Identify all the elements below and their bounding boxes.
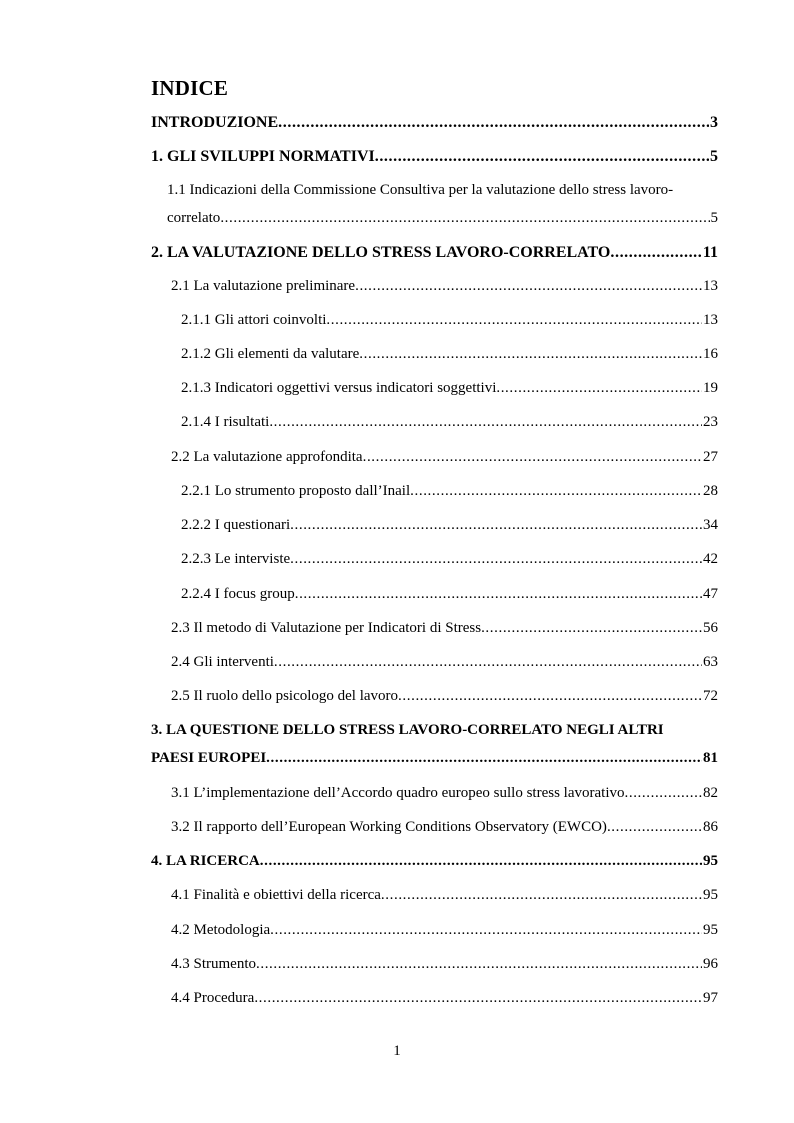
dot-leader — [375, 148, 709, 166]
toc-entry-title: 4.1 Finalità e obiettivi della ricerca — [171, 887, 381, 903]
toc-entry-title: PAESI EUROPEI — [151, 750, 267, 766]
toc-entry-section-3-2[interactable] — [171, 819, 718, 836]
dot-leader — [359, 346, 702, 363]
dot-leader — [290, 551, 702, 568]
dot-leader — [481, 620, 702, 637]
toc-entry-title-line1[interactable]: 1.1 Indicazioni della Commissione Consultiva per la valutazione dello stress lavoro- — [167, 182, 674, 198]
dot-leader — [278, 114, 709, 132]
dot-leader — [290, 517, 702, 534]
toc-entry-page: 95 — [703, 853, 718, 869]
toc-entry-title: 2.2.4 I focus group — [181, 586, 295, 602]
toc-entry-page: 5 — [710, 210, 718, 226]
toc-entry-page: 5 — [710, 148, 718, 165]
toc-entry-section-2-1-4[interactable] — [181, 414, 718, 431]
page-number: 1 — [393, 1043, 401, 1059]
toc-entry-page: 86 — [703, 819, 718, 835]
toc-entry-page: 28 — [703, 483, 718, 499]
toc-entry-title: 2. LA VALUTAZIONE DELLO STRESS LAVORO-CORRELATO — [151, 244, 611, 261]
toc-entry-section-2-3[interactable] — [171, 620, 718, 637]
toc-entry-page: 13 — [703, 312, 718, 328]
toc-entry-title: 1. GLI SVILUPPI NORMATIVI — [151, 148, 375, 165]
toc-entry-page: 81 — [703, 750, 718, 766]
toc-entry-title: 4. LA RICERCA — [151, 853, 260, 869]
toc-entry-title: 2.1.2 Gli elementi da valutare — [181, 346, 360, 362]
toc-entry-introduzione[interactable] — [151, 114, 718, 132]
dot-leader — [220, 210, 709, 227]
dot-leader — [326, 312, 702, 329]
toc-entry-title: 2.2.2 I questionari — [181, 517, 291, 533]
dot-leader — [274, 654, 702, 671]
toc-entry-title: 2.1.1 Gli attori coinvolti — [181, 312, 327, 328]
toc-entry-page: 96 — [703, 956, 718, 972]
dot-leader — [254, 990, 702, 1007]
toc-entry-title: 2.1.3 Indicatori oggettivi versus indicatori soggettivi — [181, 380, 497, 396]
toc-entry-chapter-3[interactable] — [151, 750, 718, 767]
toc-entry-title: 2.1 La valutazione preliminare — [171, 278, 356, 294]
toc-entry-section-2-5[interactable] — [171, 688, 718, 705]
toc-entry-title: 2.2.1 Lo strumento proposto dall’Inail — [181, 483, 411, 499]
dot-leader — [398, 688, 702, 705]
toc-entry-page: 82 — [703, 785, 718, 801]
toc-entry-page: 16 — [703, 346, 718, 362]
dot-leader — [355, 278, 702, 295]
dot-leader — [266, 750, 702, 767]
toc-entry-section-2-2-2[interactable] — [181, 517, 718, 534]
toc-entry-page: 27 — [703, 449, 718, 465]
toc-entry-title: correlato — [167, 210, 221, 226]
toc-entry-page: 3 — [710, 114, 718, 131]
toc-entry-page: 95 — [703, 887, 718, 903]
toc-entry-title: 4.4 Procedura — [171, 990, 255, 1006]
toc-entry-title: 4.3 Strumento — [171, 956, 256, 972]
toc-entry-section-4-3[interactable] — [171, 956, 718, 973]
toc-entry-section-1-1[interactable] — [167, 210, 718, 227]
toc-entry-section-2-2-4[interactable] — [181, 586, 718, 603]
dot-leader — [625, 785, 703, 802]
toc-entry-title: 3.2 Il rapporto dell’European Working Conditions Observatory (EWCO) — [171, 819, 607, 835]
toc-entry-page: 72 — [703, 688, 718, 704]
toc-entry-section-4-2[interactable] — [171, 922, 718, 939]
dot-leader — [496, 380, 702, 397]
dot-leader — [363, 449, 702, 466]
toc-entry-page: 11 — [702, 244, 718, 261]
dot-leader — [295, 586, 702, 603]
dot-leader — [381, 887, 702, 904]
toc-entry-page: 97 — [703, 990, 718, 1006]
toc-entry-section-2-1[interactable] — [171, 278, 718, 295]
dot-leader — [270, 922, 702, 939]
toc-entry-title: 2.4 Gli interventi — [171, 654, 274, 670]
toc-entry-title-line1[interactable]: 3. LA QUESTIONE DELLO STRESS LAVORO-CORRELATO NEGLI ALTRI — [151, 722, 664, 738]
toc-entry-title: 2.5 Il ruolo dello psicologo del lavoro — [171, 688, 399, 704]
toc-entry-page: 19 — [703, 380, 718, 396]
toc-entry-page: 95 — [703, 922, 718, 938]
dot-leader — [610, 244, 702, 262]
toc-entry-page: 42 — [703, 551, 718, 567]
toc-entry-page: 63 — [703, 654, 718, 670]
toc-entry-page: 13 — [703, 278, 718, 294]
dot-leader — [269, 414, 702, 431]
toc-entry-section-2-4[interactable] — [171, 654, 718, 671]
toc-entry-section-2-2[interactable] — [171, 449, 718, 466]
toc-entry-title: 2.3 Il metodo di Valutazione per Indicatori di Stress — [171, 620, 482, 636]
toc-entry-page: 56 — [703, 620, 718, 636]
toc-entry-section-4-1[interactable] — [171, 887, 718, 904]
toc-entry-chapter-1[interactable] — [151, 148, 718, 166]
toc-entry-chapter-4[interactable] — [151, 853, 718, 870]
toc-entry-section-2-1-3[interactable] — [181, 380, 718, 397]
dot-leader — [607, 819, 702, 836]
toc-entry-page: 47 — [703, 586, 718, 602]
dot-leader — [410, 483, 702, 500]
toc-entry-section-4-4[interactable] — [171, 990, 718, 1007]
toc-entry-title: 3.1 L’implementazione dell’Accordo quadro europeo sullo stress lavorativo — [171, 785, 625, 801]
toc-entry-title: 4.2 Metodologia — [171, 922, 271, 938]
toc-entry-chapter-2[interactable] — [151, 244, 718, 262]
toc-entry-section-2-2-1[interactable] — [181, 483, 718, 500]
toc-entry-section-3-1[interactable] — [171, 785, 718, 802]
dot-leader — [256, 956, 702, 973]
toc-entry-title: 2.2 La valutazione approfondita — [171, 449, 363, 465]
toc-entry-page: 23 — [703, 414, 718, 430]
toc-entry-section-2-1-1[interactable] — [181, 312, 718, 329]
toc-entry-section-2-2-3[interactable] — [181, 551, 718, 568]
toc-entry-title: 2.1.4 I risultati — [181, 414, 270, 430]
toc-heading: INDICE — [151, 76, 229, 100]
dot-leader — [260, 853, 702, 870]
toc-entry-section-2-1-2[interactable] — [181, 346, 718, 363]
toc-entry-page: 34 — [703, 517, 718, 533]
toc-entry-title: 2.2.3 Le interviste — [181, 551, 291, 567]
toc-entry-title: INTRODUZIONE — [151, 114, 279, 131]
